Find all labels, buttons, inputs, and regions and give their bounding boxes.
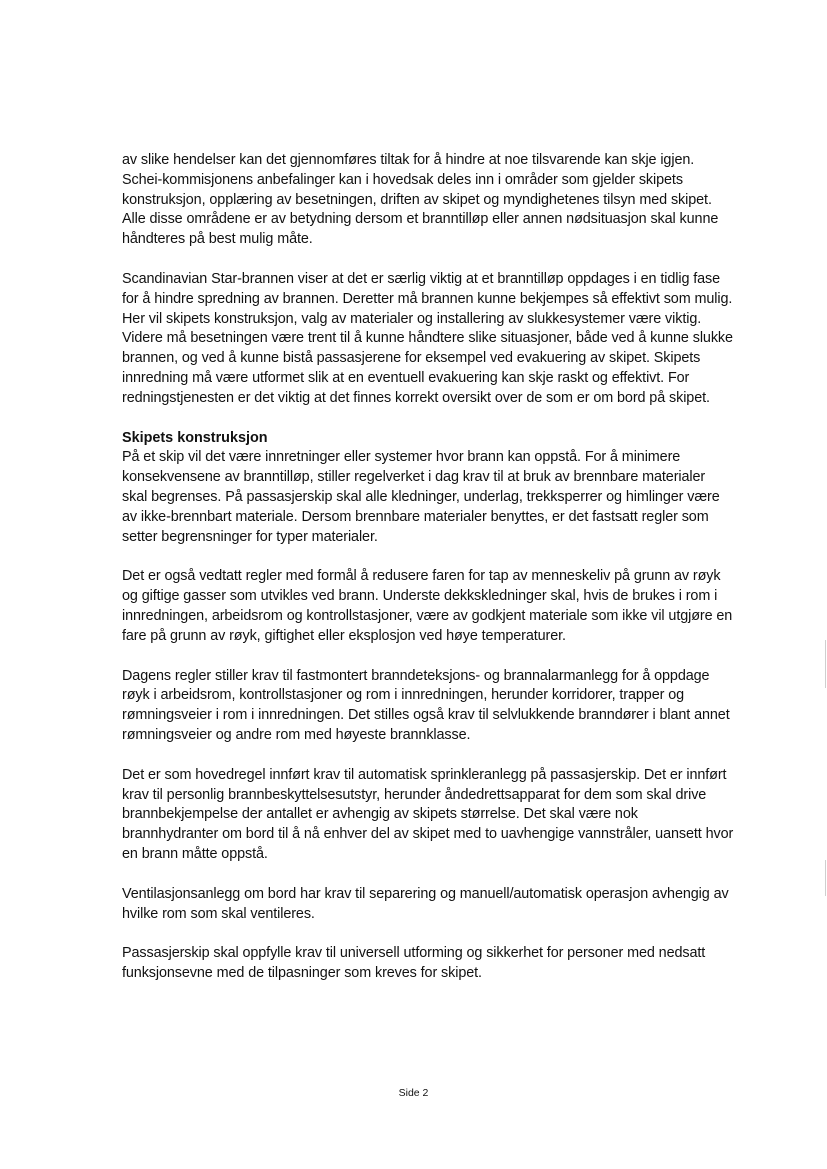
paragraph-section-4: Det er som hovedregel innført krav til automatisk sprinkleranlegg på passasjerskip. Det er innført krav til personlig brannbeskyttelsesutstyr, herunder åndedrettsapparat for dem som skal drive brannbekjempelse der antallet er avhengig av skipets størrelse. Det skal være nok brannhydranter om bord til å nå enhver del av skipet med to uavhengige vannstråler, uansett hvor en brann måtte oppstå. xyxy=(122,766,734,862)
paragraph-section-2: Det er også vedtatt regler med formål å redusere faren for tap av menneskeliv på grunn av røyk og giftige gasser som utvikles ved brann. Underste dekkskledninger skal, hvis de brukes i rom i innredningen, arbeidsrom og kontrollstasjoner, være av godkjent materiale som ikke vil utgjøre en fare på grunn av røyk, giftighet eller eksplosjon ved høye temperaturer. xyxy=(122,568,733,644)
scan-edge-mark xyxy=(825,640,826,688)
paragraph-intro-2: Scandinavian Star-brannen viser at det er særlig viktig at et branntilløp oppdages i en tidlig fase for å hindre spredning av brannen. Deretter må brannen kunne bekjempes så effektivt som mulig. Her vil skipets konstruksjon, valg av materialer og installering av slukkesystemer være viktig. Videre må besetningen være trent til å kunne håndtere slike situasjoner, både ved å kunne slukke brannen, og ved å kunne bistå passasjerene for eksempel ved evakuering av skipet. Skipets innredning må være utformet slik at en eventuell evakuering kan skje raskt og effektivt. For redningstjenesten er det viktig at det finnes korrekt oversikt over de som er om bord på skipet. xyxy=(122,270,733,406)
paragraph-section-1: På et skip vil det være innretninger eller systemer hvor brann kan oppstå. For å minimere konsekvensene av branntilløp, stiller regelverket i dag krav til at bruk av brennbare materialer skal begrenses. På passasjerskip skal alle kledninger, underlag, trekksperrer og himlinger være av ikke-brennbart materiale. Dersom brennbare materialer benyttes, er det fastsatt regler som setter begrensninger for typer materialer. xyxy=(122,449,720,545)
page-number: Side 2 xyxy=(398,1087,429,1099)
paragraph-section-5: Ventilasjonsanlegg om bord har krav til separering og manuell/automatisk operasjon avhengig av hvilke rom som skal ventileres. xyxy=(122,885,729,922)
paragraph-section-3: Dagens regler stiller krav til fastmontert branndeteksjons- og brannalarmanlegg for å oppdage røyk i arbeidsrom, kontrollstasjoner og rom i innredningen, herunder korridorer, trapper og rømningsveier i rom i innredningen. Det stilles også krav til selvlukkende branndører i blant annet rømningsveier og andre rom med høyeste brannklasse. xyxy=(122,667,730,743)
scan-edge-mark xyxy=(825,860,826,896)
section-heading: Skipets konstruksjon xyxy=(122,429,268,446)
document-body xyxy=(122,151,734,1004)
paragraph-section-6: Passasjerskip skal oppfylle krav til universell utforming og sikkerhet for personer med nedsatt funksjonsevne med de tilpasninger som kreves for skipet. xyxy=(122,945,706,982)
paragraph-intro-1: av slike hendelser kan det gjennomføres tiltak for å hindre at noe tilsvarende kan skje igjen. Schei-kommisjonens anbefalinger kan i hovedsak deles inn i områder som gjelder skipets konstruksjon, opplæring av besetningen, driften av skipet og myndighetenes tilsyn med skipet. Alle disse områdene er av betydning dersom et branntilløp eller annen nødsituasjon skal kunne håndteres på best mulig måte. xyxy=(122,152,719,248)
